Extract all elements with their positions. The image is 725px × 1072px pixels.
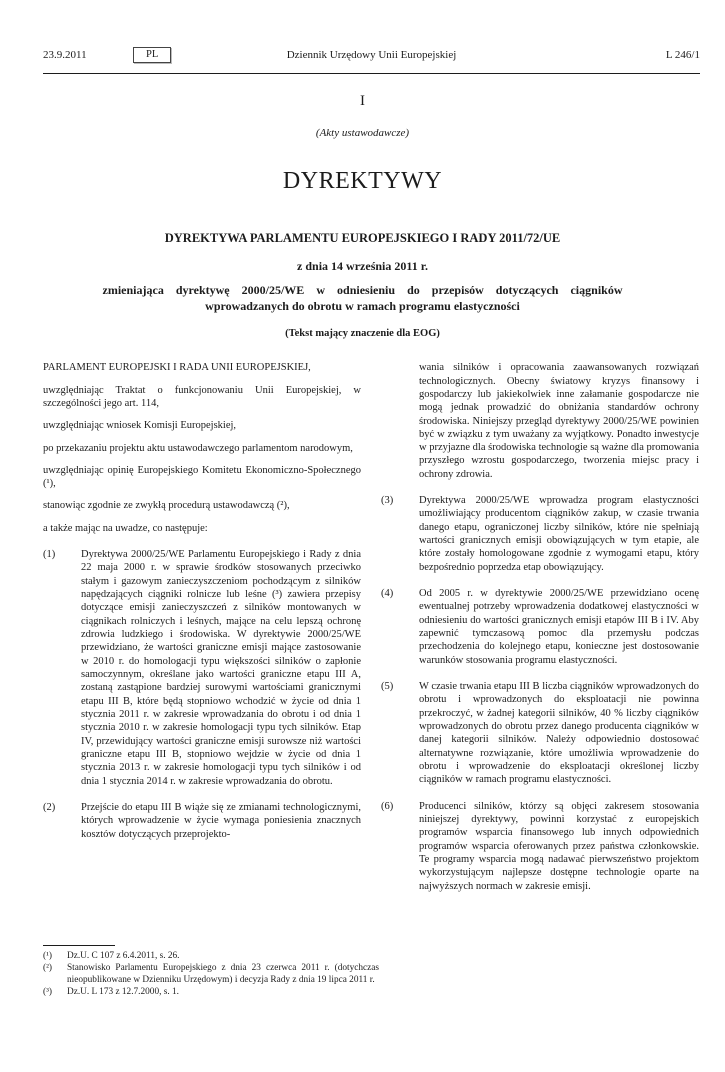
left-column: [43, 361, 361, 902]
paragraph-text: PARLAMENT EUROPEJSKI I RADA UNII EUROPEJSKIEJ,: [43, 362, 311, 374]
paragraph: [43, 419, 361, 432]
footnote-number: (¹): [43, 951, 52, 961]
paragraph: [43, 442, 361, 455]
paragraph-text: po przekazaniu projektu aktu ustawodawczego parlamentom narodowym,: [43, 442, 353, 454]
footnote-text: Stanowisko Parlamentu Europejskiego z dnia 23 czerwca 2011 r. (dotychczas nieopublikowane w Dzienniku Urzędowym) i decyzja Rady z dnia 19 lipca 2011 r.: [67, 963, 379, 986]
section-heading: DYREKTYWY: [282, 168, 443, 194]
recital-number: [381, 361, 419, 481]
footnote: [43, 962, 379, 986]
page-reference: L 246/1: [665, 49, 700, 61]
section-number: I: [360, 93, 365, 109]
act-subject: zmieniająca dyrektywę 2000/25/WE w odniesieniu do przepisów dotyczących ciągników wprowadzanych do obrotu w ramach programu elastyczności: [102, 283, 623, 313]
paragraph-text: Przejście do etapu III B wiąże się ze zmianami technologicznymi, których wprowadzenie w życie wymaga poniesienia znacznych kosztów dotyczących przeprojekto-: [81, 802, 361, 840]
paragraph: [381, 494, 699, 574]
paragraph: [381, 361, 699, 481]
footnotes-list: [43, 950, 379, 998]
recital-number: (4): [381, 588, 394, 600]
journal-title: Dziennik Urzędowy Unii Europejskiej: [286, 49, 457, 61]
paragraph: [43, 548, 361, 788]
paragraph-text: uwzględniając wniosek Komisji Europejskiej,: [43, 420, 237, 432]
paragraph-text: Od 2005 r. w dyrektywie 2000/25/WE przewidziano ocenę ewentualnej potrzeby wprowadzenia dodatkowej elastyczności w odniesieniu do wartości granicznych emisji etapów III B i IV. Aby zapewnić tymczasową pomoc dla przemysłu podczas przechodzenia do kolejnego etapu, konieczne jest dostosowanie warunków stosowania programu elastyczności.: [419, 588, 699, 666]
paragraph-text: stanowiąc zgodnie ze zwykłą procedurą ustawodawczą (²),: [43, 500, 290, 512]
paragraph: [43, 384, 361, 411]
right-column: [381, 361, 699, 902]
act-title: DYREKTYWA PARLAMENTU EUROPEJSKIEGO I RADY 2011/72/UE: [164, 231, 561, 245]
act-eea-note: (Tekst mający znaczenie dla EOG): [285, 328, 440, 340]
paragraph: [43, 499, 361, 512]
footnote-number: (³): [43, 987, 52, 998]
footnote: [43, 986, 379, 998]
page-header: [43, 48, 700, 65]
section-note: (Akty ustawodawcze): [315, 127, 410, 139]
paragraph: [43, 361, 361, 374]
footnote-text: Dz.U. C 107 z 6.4.2011, s. 26.: [67, 951, 180, 961]
paragraph: [381, 680, 699, 787]
paragraph-text: Producenci silników, którzy są objęci zakresem stosowania niniejszej dyrektywy, powinni korzystać z europejskich programów wsparcia finansowego lub innych odpowiednich programów wsparcia oferowanych przez państwa członkowskie. Te programy wsparcia mogą nadawać pierwszeństwo projektom wykorzystującym najlepsze dostępne technologie oparte na najwyższych normach w zakresie emisji.: [419, 800, 699, 892]
footnote-rule: [43, 945, 115, 946]
paragraph-text: Dyrektywa 2000/25/WE wprowadza program elastyczności umożliwiający producentom ciągników zakup, w czasie trwania danego etapu, ograniczonej liczby silników, które nie spełniają wartości granicznych emisji obowiązujących w tym etapie, ale które zostały homologowane zgodnie z wymogami etapu, który bezpośrednio poprzedza etap obowiązujący.: [419, 495, 699, 573]
paragraph: [43, 464, 361, 491]
paragraph-text: Dyrektywa 2000/25/WE Parlamentu Europejskiego i Rady z dnia 22 maja 2000 r. w sprawie środków stosowanych przeciwko stałym i gazowym zanieczyszczeniom pochodzącym z silników napędzających ciągniki rolnicze lub leśne (³) zawiera przepisy dotyczące emisji zanieczyszczeń z silników montowanych w ciągnikach rolniczych i leśnych, mające na celu lepszą ochronę zdrowia ludzkiego i środowiska. W dyrektywie 2000/25/WE przewidziano, że wartości graniczne emisji mające zastosowanie w 2010 r. do homologacji typu większości silników o zapłonie samoczynnym, określane jako wartości graniczne etapu III A, zostaną zastąpione bardziej surowymi wartościami granicznymi etapu III B, które będą stopniowo wchodzić w życie od dnia 1 stycznia 2011 r. w zakresie wprowadzania do obrotu i od dnia 1 stycznia 2010 r. w zakresie homologacji typu tych silników. Etap IV, przewidujący wartości graniczne emisji surowsze niż wartości graniczne etapu III B, stopniowo wejdzie w życie od dnia 1 stycznia 2013 r. w zakresie homologacji typu tych silników i od dnia 1 stycznia 2014 r. w zakresie wprowadzania do obrotu.: [81, 549, 361, 787]
paragraph: [381, 587, 699, 667]
recital-number: (6): [381, 800, 394, 812]
paragraph-text: W czasie trwania etapu III B liczba ciągników wprowadzonych do obrotu i wprowadzonych do eksploatacji nie powinna przekroczyć, w żadnej kategorii silników, 40 % liczby ciągników wprowadzonych do obrotu przez danego producenta ciągników w danej kategorii silników. Należy odpowiednio dostosować alternatywne rozwiązanie, które umożliwia wprowadzenie do obrotu i wprowadzenie do eksploatacji określonej liczby ciągników w ramach programu elastyczności.: [419, 681, 699, 786]
recital-number: (1): [43, 549, 56, 561]
language-code-box: PL: [133, 47, 171, 63]
recital-number: (2): [43, 802, 56, 814]
paragraph: [43, 801, 361, 841]
act-date-line: z dnia 14 września 2011 r.: [297, 259, 428, 273]
paragraph: [43, 522, 361, 535]
body-columns: [43, 361, 700, 902]
journal-page: [0, 48, 725, 1072]
paragraph: [381, 800, 699, 893]
footnote-text: Dz.U. L 173 z 12.7.2000, s. 1.: [67, 987, 179, 998]
recital-number: (5): [381, 681, 394, 693]
footnotes: [43, 945, 379, 998]
header-rule: [43, 73, 700, 74]
footnote-number: (²): [43, 963, 52, 974]
paragraph-text: uwzględniając Traktat o funkcjonowaniu Unii Europejskiej, w szczególności jego art. 114,: [43, 384, 361, 409]
footnote: [43, 950, 379, 962]
paragraph-text: wania silników i opracowania zaawansowanych rozwiązań technologicznych. Obecny światowy kryzys finansowy i gospodarczy lub jakiekolwiek inne załamanie gospodarcze nie mogą jednak prowadzić do obniżania standardów ochrony środowiska. Niniejszy przegląd dyrektywy 2000/25/WE powinien być w związku z tym uważany za wyjątkowy. Ponadto inwestycje w przyjazne dla środowiska technologie są ważne dla promowania przyszłego wzrostu gospodarczego, tworzenia miejsc pracy i ochrony zdrowia.: [419, 362, 699, 480]
paragraph-text: uwzględniając opinię Europejskiego Komitetu Ekonomiczno-Społecznego (¹),: [43, 464, 361, 490]
issue-date: 23.9.2011: [43, 49, 87, 61]
paragraph-text: a także mając na uwadze, co następuje:: [43, 522, 208, 534]
recital-number: (3): [381, 495, 394, 507]
